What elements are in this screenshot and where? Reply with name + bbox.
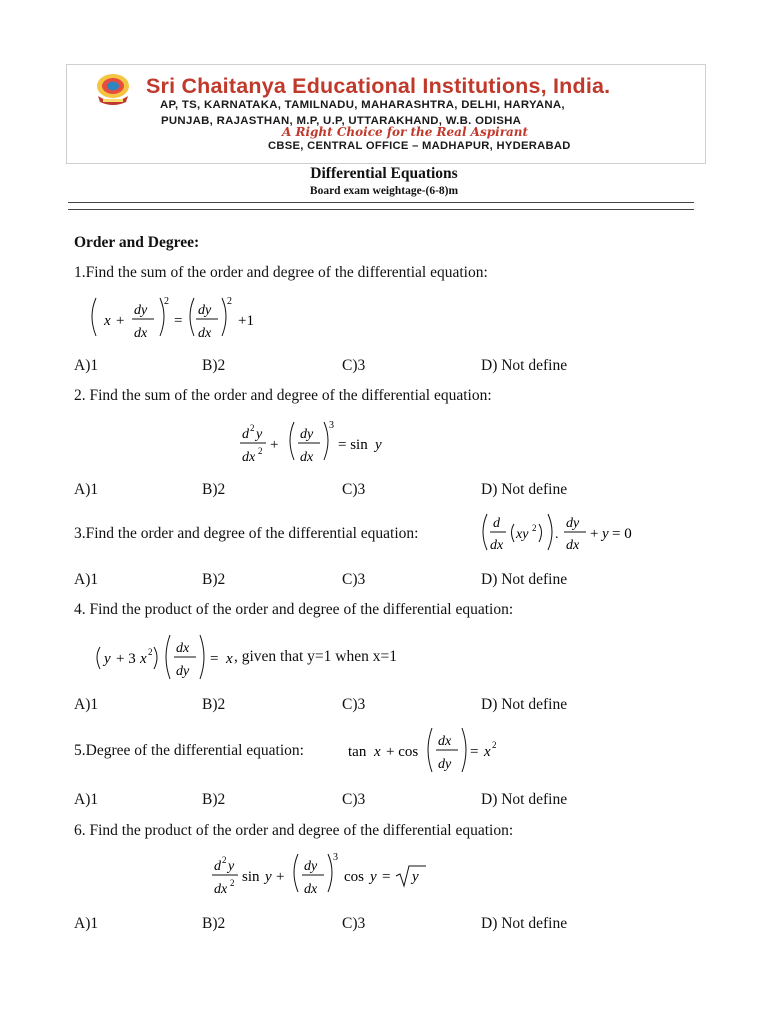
question-5-equation [344, 726, 504, 776]
svg-text:dy: dy [134, 303, 148, 318]
question-4-option-d[interactable]: D) Not define [481, 696, 568, 713]
institution-logo-icon [90, 72, 136, 108]
svg-text:x: x [226, 651, 233, 667]
svg-text:dx: dx [134, 326, 148, 341]
svg-text:dx: dx [566, 538, 580, 553]
question-2-equation [238, 418, 408, 470]
svg-text:=: = [382, 869, 391, 885]
question-5-option-d[interactable]: D) Not define [481, 791, 568, 808]
question-6-option-a[interactable]: A)1 [74, 915, 99, 932]
svg-text:+: + [270, 437, 279, 453]
question-1-option-b[interactable]: B)2 [202, 357, 226, 374]
svg-text:2: 2 [532, 523, 537, 533]
svg-text:y: y [370, 869, 377, 885]
question-2-text: 2. Find the sum of the order and degree of the differential equation: [74, 387, 492, 404]
svg-text:x: x [374, 744, 381, 760]
divider [68, 202, 694, 203]
svg-text:2: 2 [164, 296, 169, 307]
question-1-option-d[interactable]: D) Not define [481, 357, 568, 374]
svg-text:+1: +1 [238, 313, 254, 329]
question-2-option-a[interactable]: A)1 [74, 481, 99, 498]
question-3-option-c[interactable]: C)3 [342, 571, 366, 588]
svg-text:y: y [104, 651, 111, 667]
svg-text:x: x [140, 651, 147, 667]
page-subtitle: Board exam weightage-(6-8)m [309, 185, 459, 197]
svg-text:+ cos: + cos [386, 744, 419, 760]
svg-text:d: d [242, 427, 249, 442]
svg-text:y: y [228, 859, 235, 874]
svg-text:dx: dx [304, 882, 318, 897]
svg-text:+: + [590, 526, 599, 542]
svg-text:y: y [412, 869, 419, 885]
page-title: Differential Equations [310, 165, 458, 182]
svg-text:2: 2 [230, 878, 235, 888]
svg-text:d: d [493, 516, 500, 531]
svg-text:.: . [555, 527, 559, 542]
svg-text:=: = [470, 744, 479, 760]
question-5-option-b[interactable]: B)2 [202, 791, 226, 808]
svg-text:2: 2 [250, 423, 255, 433]
svg-text:2: 2 [222, 855, 227, 865]
question-3-text: 3.Find the order and degree of the differential equation: [74, 525, 419, 542]
question-5-option-a[interactable]: A)1 [74, 791, 99, 808]
svg-text:sin: sin [242, 869, 260, 885]
question-6-option-b[interactable]: B)2 [202, 915, 226, 932]
question-3-option-d[interactable]: D) Not define [481, 571, 568, 588]
svg-text:3: 3 [333, 852, 338, 863]
question-5-option-c[interactable]: C)3 [342, 791, 366, 808]
question-3-option-b[interactable]: B)2 [202, 571, 226, 588]
svg-text:dy: dy [566, 516, 580, 531]
svg-text:dx: dx [198, 326, 212, 341]
svg-text:3: 3 [329, 420, 334, 431]
question-2-option-d[interactable]: D) Not define [481, 481, 568, 498]
question-4-text: 4. Find the product of the order and degree of the differential equation: [74, 601, 514, 618]
question-2-option-c[interactable]: C)3 [342, 481, 366, 498]
svg-text:2: 2 [227, 296, 232, 307]
svg-text:dy: dy [300, 427, 314, 442]
question-6-equation [210, 850, 430, 902]
question-4-option-b[interactable]: B)2 [202, 696, 226, 713]
question-4-option-c[interactable]: C)3 [342, 696, 366, 713]
svg-text:= 0: = 0 [612, 526, 632, 542]
question-6-option-c[interactable]: C)3 [342, 915, 366, 932]
svg-text:d: d [214, 859, 221, 874]
svg-text:dy: dy [304, 859, 318, 874]
svg-text:cos: cos [344, 869, 364, 885]
question-6-option-d[interactable]: D) Not define [481, 915, 568, 932]
svg-text:dx: dx [242, 450, 256, 465]
svg-text:+ 3: + 3 [116, 651, 136, 667]
divider [68, 209, 694, 210]
svg-text:2: 2 [492, 740, 497, 750]
svg-text:xy: xy [516, 527, 529, 542]
tagline: A Right Choice for the Real Aspirant [282, 125, 529, 139]
question-1-option-a[interactable]: A)1 [74, 357, 99, 374]
svg-text:y: y [265, 869, 272, 885]
institution-name: Sri Chaitanya Educational Institutions, India. [146, 74, 611, 98]
svg-text:dx: dx [214, 882, 228, 897]
section-heading: Order and Degree: [74, 234, 200, 251]
question-4-condition: , given that y=1 when x=1 [234, 648, 397, 665]
question-3-option-a[interactable]: A)1 [74, 571, 99, 588]
svg-text:dx: dx [490, 538, 504, 553]
svg-text:y: y [256, 427, 263, 442]
svg-text:y: y [602, 526, 609, 542]
central-office: CBSE, CENTRAL OFFICE – MADHAPUR, HYDERABAD [268, 140, 571, 152]
question-5-text: 5.Degree of the differential equation: [74, 742, 304, 759]
states-line-1: AP, TS, KARNATAKA, TAMILNADU, MAHARASHTRA, DELHI, HARYANA, [160, 99, 565, 111]
svg-text:y: y [375, 437, 382, 453]
svg-text:2: 2 [148, 647, 153, 657]
svg-text:tan: tan [348, 744, 367, 760]
question-3-equation [478, 510, 650, 556]
question-4-option-a[interactable]: A)1 [74, 696, 99, 713]
states-line-2: PUNJAB, RAJASTHAN, M.P, U.P, UTTARAKHAND, W.B. ODISHA [161, 115, 522, 127]
question-1-option-c[interactable]: C)3 [342, 357, 366, 374]
svg-text:dy: dy [438, 757, 452, 772]
svg-text:+: + [116, 313, 125, 329]
svg-text:dx: dx [438, 734, 452, 749]
question-1-equation [84, 292, 284, 348]
svg-text:=: = [210, 651, 219, 667]
question-6-text: 6. Find the product of the order and degree of the differential equation: [74, 822, 514, 839]
svg-text:dx: dx [300, 450, 314, 465]
svg-text:+: + [276, 869, 285, 885]
question-1-text: 1.Find the sum of the order and degree of the differential equation: [74, 264, 488, 281]
svg-text:dy: dy [176, 664, 190, 679]
svg-text:dy: dy [198, 303, 212, 318]
svg-text:x: x [484, 744, 491, 760]
svg-text:x: x [104, 313, 111, 329]
question-4-equation [92, 633, 242, 683]
svg-text:=: = [174, 313, 183, 329]
svg-text:= sin: = sin [338, 437, 368, 453]
svg-text:dx: dx [176, 641, 190, 656]
question-2-option-b[interactable]: B)2 [202, 481, 226, 498]
svg-text:2: 2 [258, 446, 263, 456]
